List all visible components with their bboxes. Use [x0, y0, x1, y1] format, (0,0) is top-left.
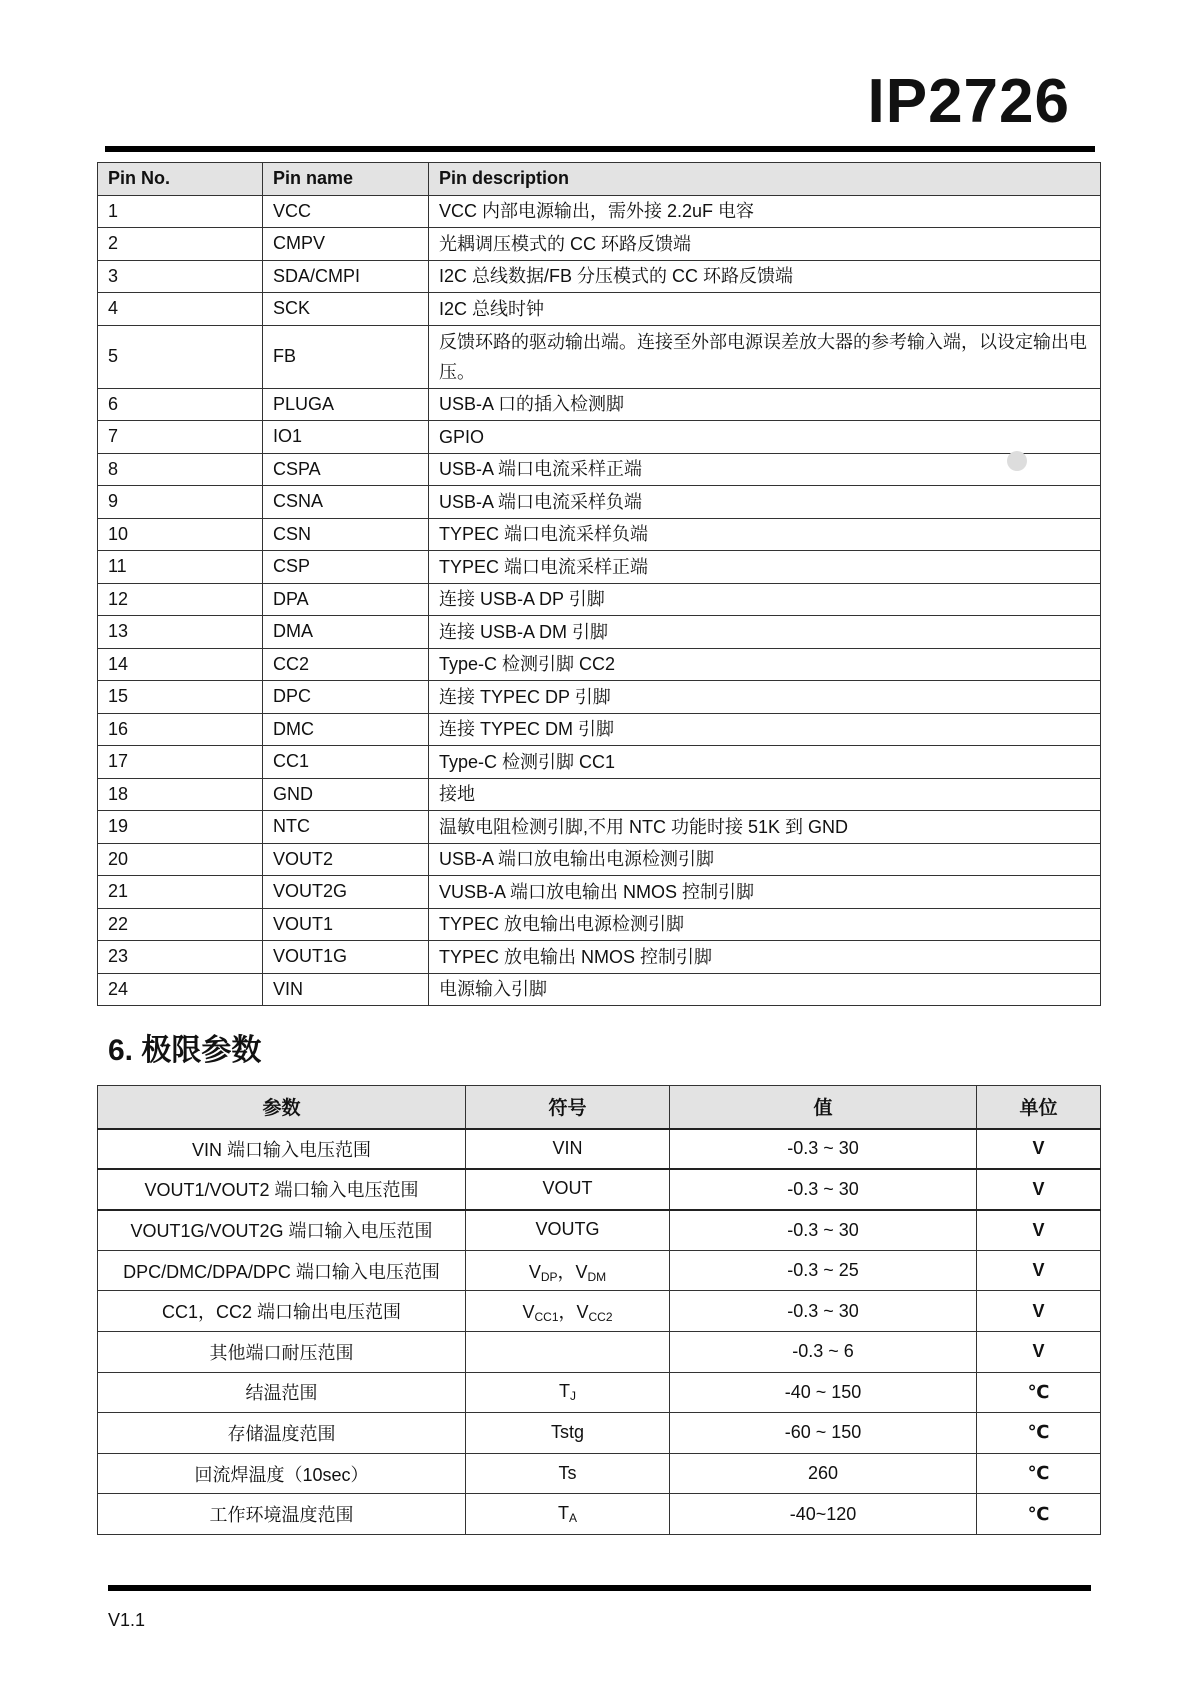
pin-description: 光耦调压模式的 CC 环路反馈端 — [429, 228, 1101, 261]
symbol-main: V — [522, 1302, 535, 1323]
table-row — [98, 195, 1101, 228]
unit: ℃ — [977, 1372, 1101, 1413]
table-row — [98, 648, 1101, 681]
parameter: VOUT1G/VOUT2G 端口输入电压范围 — [98, 1210, 466, 1251]
symbol-main: Tstg — [550, 1421, 584, 1442]
pin-name: SDA/CMPI — [263, 260, 429, 293]
pin-number: 6 — [98, 388, 263, 421]
parameter: VOUT1/VOUT2 端口输入电压范围 — [98, 1169, 466, 1210]
pin-description: 连接 USB-A DP 引脚 — [429, 583, 1101, 616]
pin-name: SCK — [263, 293, 429, 326]
table-row — [98, 551, 1101, 584]
table-row — [98, 1291, 1101, 1332]
pin-name: VOUT2G — [263, 876, 429, 909]
symbol — [466, 1331, 670, 1372]
table-row — [98, 778, 1101, 811]
value: -0.3 ~ 6 — [670, 1331, 977, 1372]
pin-description: TYPEC 端口电流采样负端 — [429, 518, 1101, 551]
pin-number: 14 — [98, 648, 263, 681]
pin-description: 反馈环路的驱动输出端。连接至外部电源误差放大器的参考输入端，以设定输出电压。 — [429, 325, 1101, 388]
table-row — [98, 1372, 1101, 1413]
table-row — [98, 1210, 1101, 1251]
symbol-subscript: DP — [540, 1269, 558, 1284]
table-row — [98, 616, 1101, 649]
pin-description: Type-C 检测引脚 CC2 — [429, 648, 1101, 681]
value: -0.3 ~ 30 — [670, 1210, 977, 1251]
table-header-row — [98, 163, 1101, 196]
symbol-subscript: J — [570, 1389, 576, 1404]
symbol-main: VOUTG — [535, 1219, 600, 1240]
pin-name: DPC — [263, 681, 429, 714]
column-header: 单位 — [977, 1086, 1101, 1129]
parameter: DPC/DMC/DPA/DPC 端口输入电压范围 — [98, 1250, 466, 1291]
column-header: Pin name — [263, 163, 429, 196]
pin-name: VOUT1G — [263, 941, 429, 974]
pin-number: 13 — [98, 616, 263, 649]
document-title: IP2726 — [867, 67, 1070, 136]
pin-description-table — [97, 162, 1101, 1006]
symbol-main: V — [528, 1261, 541, 1282]
pin-description: 温敏电阻检测引脚,不用 NTC 功能时接 51K 到 GND — [429, 811, 1101, 844]
unit: V — [977, 1331, 1101, 1372]
pin-number: 22 — [98, 908, 263, 941]
version-label: V1.1 — [108, 1610, 146, 1630]
symbol — [466, 1413, 670, 1454]
pin-description: VUSB-A 端口放电输出 NMOS 控制引脚 — [429, 876, 1101, 909]
pin-description: 电源输入引脚 — [429, 973, 1101, 1006]
value: 260 — [670, 1453, 977, 1494]
symbol-main: T — [559, 1381, 570, 1402]
pin-description: TYPEC 端口电流采样正端 — [429, 551, 1101, 584]
symbol-second: ，V — [557, 1261, 588, 1282]
pin-number: 15 — [98, 681, 263, 714]
pin-number: 9 — [98, 486, 263, 519]
pin-description: TYPEC 放电输出电源检测引脚 — [429, 908, 1101, 941]
pin-description: USB-A 口的插入检测脚 — [429, 388, 1101, 421]
column-header: Pin description — [429, 163, 1101, 196]
table-row — [98, 260, 1101, 293]
pin-name: CSP — [263, 551, 429, 584]
symbol — [466, 1453, 670, 1494]
unit: V — [977, 1250, 1101, 1291]
pin-name: DMC — [263, 713, 429, 746]
parameter: 结温范围 — [98, 1372, 466, 1413]
pin-number: 2 — [98, 228, 263, 261]
unit: V — [977, 1129, 1101, 1170]
pin-name: CC1 — [263, 746, 429, 779]
unit: ℃ — [977, 1413, 1101, 1454]
table-row — [98, 811, 1101, 844]
table-row — [98, 421, 1101, 454]
unit: V — [977, 1169, 1101, 1210]
symbol — [466, 1291, 670, 1332]
scroll-indicator-dot — [1007, 451, 1027, 471]
symbol — [466, 1210, 670, 1251]
pin-name: GND — [263, 778, 429, 811]
pin-number: 23 — [98, 941, 263, 974]
value: -0.3 ~ 30 — [670, 1169, 977, 1210]
table-row — [98, 325, 1101, 388]
table-row — [98, 876, 1101, 909]
table-row — [98, 583, 1101, 616]
table-row — [98, 713, 1101, 746]
pin-name: DPA — [263, 583, 429, 616]
table-row — [98, 908, 1101, 941]
symbol — [466, 1494, 670, 1535]
pin-name: VIN — [263, 973, 429, 1006]
symbol-main: T — [557, 1503, 569, 1524]
pin-name: DMA — [263, 616, 429, 649]
table-row — [98, 1331, 1101, 1372]
pin-number: 21 — [98, 876, 263, 909]
pin-description: GPIO — [429, 421, 1101, 454]
pin-description: USB-A 端口电流采样负端 — [429, 486, 1101, 519]
pin-description: I2C 总线数据/FB 分压模式的 CC 环路反馈端 — [429, 260, 1101, 293]
pin-number: 4 — [98, 293, 263, 326]
footer-divider — [108, 1585, 1091, 1591]
pin-description: 连接 TYPEC DP 引脚 — [429, 681, 1101, 714]
parameter: VIN 端口输入电压范围 — [98, 1129, 466, 1170]
column-header: 符号 — [466, 1086, 670, 1129]
symbol-subscript: CC1 — [534, 1310, 559, 1325]
pin-number: 11 — [98, 551, 263, 584]
table-row — [98, 293, 1101, 326]
unit: ℃ — [977, 1494, 1101, 1535]
symbol-main: VOUT — [542, 1178, 593, 1199]
symbol-main: Ts — [558, 1462, 577, 1483]
symbol — [466, 1250, 670, 1291]
pin-description: TYPEC 放电输出 NMOS 控制引脚 — [429, 941, 1101, 974]
pin-number: 7 — [98, 421, 263, 454]
pin-name: CSNA — [263, 486, 429, 519]
unit: V — [977, 1210, 1101, 1251]
table-row — [98, 941, 1101, 974]
parameter: 其他端口耐压范围 — [98, 1331, 466, 1372]
pin-number: 12 — [98, 583, 263, 616]
pin-description: 连接 TYPEC DM 引脚 — [429, 713, 1101, 746]
pin-description: Type-C 检测引脚 CC1 — [429, 746, 1101, 779]
pin-name: IO1 — [263, 421, 429, 454]
table-row — [98, 518, 1101, 551]
pin-name: VOUT1 — [263, 908, 429, 941]
pin-name: VOUT2 — [263, 843, 429, 876]
table-row — [98, 453, 1101, 486]
pin-description: 接地 — [429, 778, 1101, 811]
parameter: 工作环境温度范围 — [98, 1494, 466, 1535]
pin-name: CC2 — [263, 648, 429, 681]
pin-number: 20 — [98, 843, 263, 876]
table-row — [98, 1453, 1101, 1494]
symbol-second: ，V — [558, 1302, 589, 1323]
table-row — [98, 1129, 1101, 1170]
pin-number: 16 — [98, 713, 263, 746]
pin-name: FB — [263, 325, 429, 388]
value: -60 ~ 150 — [670, 1413, 977, 1454]
symbol-second-subscript: CC2 — [588, 1310, 613, 1325]
pin-description: USB-A 端口放电输出电源检测引脚 — [429, 843, 1101, 876]
table-row — [98, 486, 1101, 519]
parameter: 存储温度范围 — [98, 1413, 466, 1454]
unit: ℃ — [977, 1453, 1101, 1494]
pin-number: 17 — [98, 746, 263, 779]
table-row — [98, 746, 1101, 779]
table-row — [98, 1494, 1101, 1535]
parameter: 回流焊温度（10sec） — [98, 1453, 466, 1494]
symbol-main: VIN — [552, 1137, 583, 1158]
pin-number: 1 — [98, 195, 263, 228]
column-header: 参数 — [98, 1086, 466, 1129]
header-divider — [105, 146, 1095, 152]
table-row — [98, 1169, 1101, 1210]
pin-description: USB-A 端口电流采样正端 — [429, 453, 1101, 486]
symbol-subscript: A — [568, 1511, 577, 1526]
table-row — [98, 843, 1101, 876]
table-row — [98, 388, 1101, 421]
column-header: Pin No. — [98, 163, 263, 196]
pin-name: NTC — [263, 811, 429, 844]
absolute-max-ratings-table — [97, 1085, 1101, 1535]
pin-name: CSPA — [263, 453, 429, 486]
pin-description: I2C 总线时钟 — [429, 293, 1101, 326]
value: -0.3 ~ 30 — [670, 1129, 977, 1170]
table-row — [98, 973, 1101, 1006]
table-row — [98, 681, 1101, 714]
pin-number: 8 — [98, 453, 263, 486]
pin-number: 10 — [98, 518, 263, 551]
unit: V — [977, 1291, 1101, 1332]
pin-number: 5 — [98, 325, 263, 388]
symbol-second-subscript: DM — [587, 1269, 607, 1284]
section-heading: 6. 极限参数 — [108, 1034, 262, 1067]
table-header-row — [98, 1086, 1101, 1129]
value: -40 ~ 150 — [670, 1372, 977, 1413]
table-row — [98, 1413, 1101, 1454]
pin-description: 连接 USB-A DM 引脚 — [429, 616, 1101, 649]
pin-number: 18 — [98, 778, 263, 811]
symbol — [466, 1169, 670, 1210]
pin-name: PLUGA — [263, 388, 429, 421]
pin-name: VCC — [263, 195, 429, 228]
value: -0.3 ~ 25 — [670, 1250, 977, 1291]
table-row — [98, 228, 1101, 261]
pin-name: CMPV — [263, 228, 429, 261]
value: -0.3 ~ 30 — [670, 1291, 977, 1332]
table-row — [98, 1250, 1101, 1291]
column-header: 值 — [670, 1086, 977, 1129]
symbol — [466, 1372, 670, 1413]
pin-number: 24 — [98, 973, 263, 1006]
symbol — [466, 1129, 670, 1170]
pin-name: CSN — [263, 518, 429, 551]
pin-number: 3 — [98, 260, 263, 293]
value: -40~120 — [670, 1494, 977, 1535]
parameter: CC1，CC2 端口输出电压范围 — [98, 1291, 466, 1332]
pin-number: 19 — [98, 811, 263, 844]
pin-description: VCC 内部电源输出，需外接 2.2uF 电容 — [429, 195, 1101, 228]
